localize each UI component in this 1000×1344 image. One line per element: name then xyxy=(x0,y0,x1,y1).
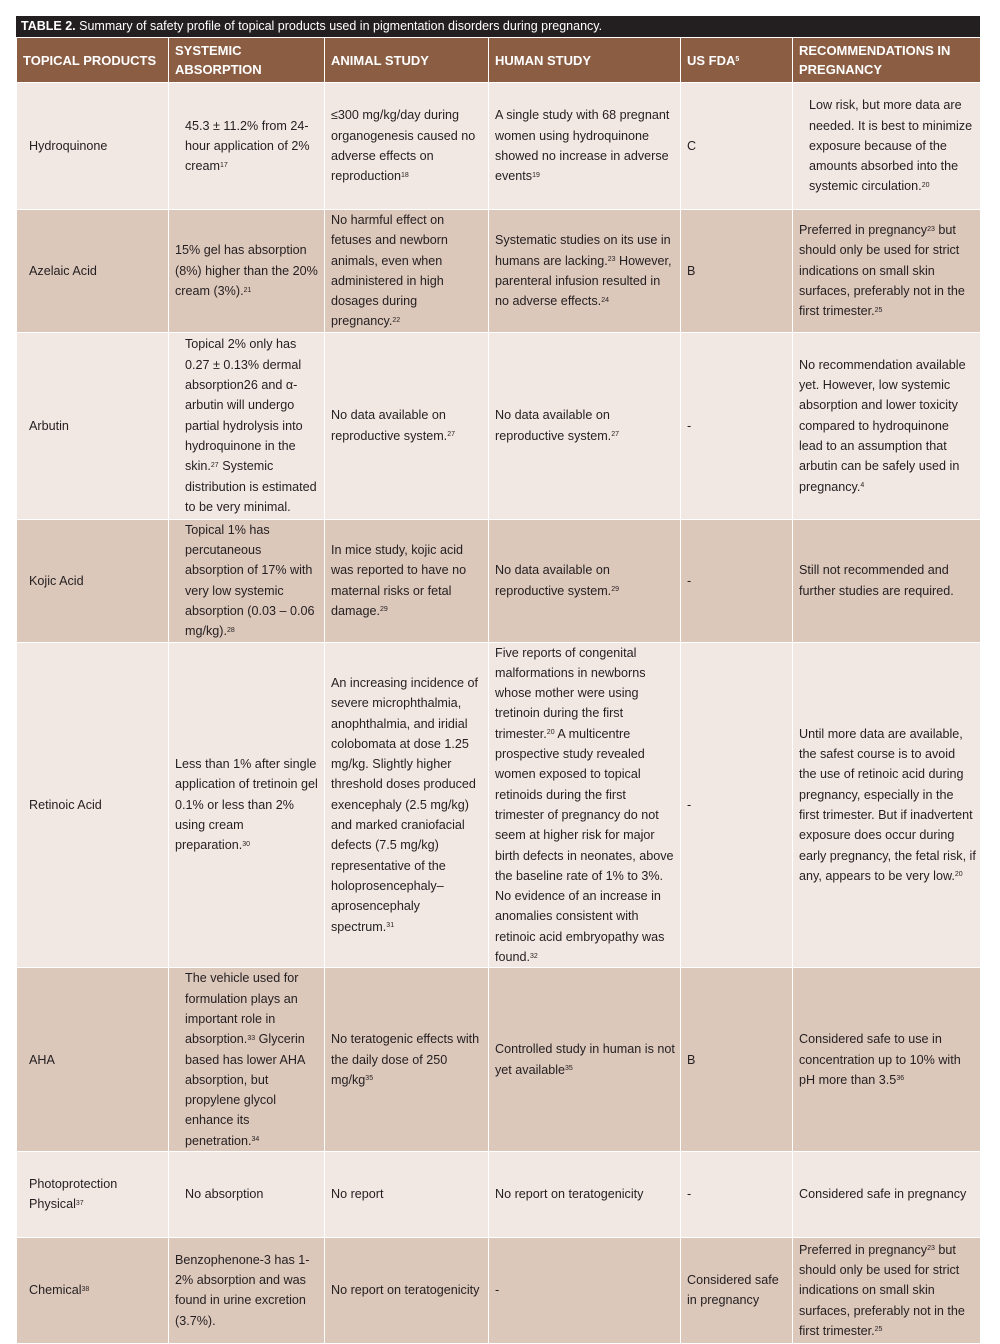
reference: 33 xyxy=(247,1034,256,1042)
cell-product: AHA xyxy=(17,968,169,1152)
table-row xyxy=(17,1237,981,1343)
reference: 24 xyxy=(601,296,609,304)
cell-human: Five reports of congenital malformations in newborns whose mother were using tretinoin during the first trimester.$^{20}$ A multicentre prospective study revealed women exposed to topical retinoids during the first trimester of pregnancy do not seem at higher risk for major birth defects in neonates, above the baseline rate of 1% to 3%. No evidence of an increase in anomalies consistent with retinoic acid embryopathy was found.$^{32}$ xyxy=(489,642,681,968)
reference: 23 xyxy=(927,1245,935,1253)
reference: 25 xyxy=(874,306,883,314)
header-animal-study: ANIMAL STUDY xyxy=(325,38,489,83)
table-row xyxy=(17,332,981,519)
table-row xyxy=(17,642,981,968)
cell-absorption: 45.3 ± 11.2% from 24-hour application of 2% cream$^{17}$ xyxy=(169,83,325,210)
reference: 38 xyxy=(81,1285,90,1293)
reference: 20 xyxy=(954,871,963,879)
reference: 18 xyxy=(401,171,409,179)
cell-fda: - xyxy=(681,1151,793,1237)
cell-animal: No data available on reproductive system.$^{27}$ xyxy=(325,332,489,519)
header-us-fda xyxy=(681,38,793,83)
reference: 29 xyxy=(611,586,619,594)
reference: 34 xyxy=(251,1136,260,1144)
cell-recommendation: Until more data are available, the safest course is to avoid the use of retinoic acid during pregnancy, especially in the first trimester. But if inadvertent exposure does occur during early pregnancy, the fetal risk, if any, appears to be very low.$^{20}$ xyxy=(793,642,981,968)
table-row xyxy=(17,968,981,1152)
cell-absorption: 15% gel has absorption (8%) higher than the 20% cream (3%).$^{21}$ xyxy=(169,210,325,333)
cell-human: A single study with 68 pregnant women using hydroquinone showed no increase in adverse events$^{19}$ xyxy=(489,83,681,210)
reference: 17 xyxy=(220,161,228,169)
table-caption xyxy=(16,16,980,37)
header-us-fda-label: US FDA xyxy=(687,52,736,68)
cell-product: Kojic Acid xyxy=(17,519,169,642)
header-us-fda-ref: 5 xyxy=(735,56,740,63)
cell-absorption: Benzophenone-3 has 1-2% absorption and was found in urine excretion (3.7%). xyxy=(169,1237,325,1343)
cell-animal: No report on teratogenicity xyxy=(325,1237,489,1343)
header-topical-products: TOPICAL PRODUCTS xyxy=(17,38,169,83)
cell-absorption: Topical 2% only has 0.27 ± 0.13% dermal absorption26 and α-arbutin will undergo partial hydrolysis into hydroquinone in the skin.$^{27}$ Systemic distribution is estimated to be very minimal. xyxy=(169,332,325,519)
reference: 20 xyxy=(921,181,930,189)
cell-recommendation: No recommendation available yet. However, low systemic absorption and lower toxicity compared to hydroquinone lead to an assumption that arbutin can be safely used in pregnancy.$^4$ xyxy=(793,332,981,519)
caption-label: TABLE 2. xyxy=(21,19,76,33)
cell-absorption: Less than 1% after single application of tretinoin gel 0.1% or less than 2% using cream preparation.$^{30}$ xyxy=(169,642,325,968)
cell-fda: B xyxy=(681,210,793,333)
reference: 21 xyxy=(243,286,252,294)
cell-recommendation: Considered safe to use in concentration up to 10% with pH more than $3.5^{36}$ xyxy=(793,968,981,1152)
cell-product: Retinoic Acid xyxy=(17,642,169,968)
cell-product: Photoprotection Physical$^{37}$ xyxy=(17,1151,169,1237)
reference: 35 xyxy=(565,1065,573,1073)
reference: 22 xyxy=(392,316,401,324)
cell-fda: - xyxy=(681,642,793,968)
cell-human: Controlled study in human is not yet available$^{35}$ xyxy=(489,968,681,1152)
cell-recommendation: Considered safe in pregnancy xyxy=(793,1151,981,1237)
safety-profile-table xyxy=(16,37,981,1344)
header-systemic-absorption: SYSTEMIC ABSORPTION xyxy=(169,38,325,83)
reference: 27 xyxy=(447,431,455,439)
cell-product: Hydroquinone xyxy=(17,83,169,210)
cell-recommendation: Preferred in pregnancy$^{23}$ but should only be used for strict indications on small skin surfaces, preferably not in the first trimester.$^{25}$ xyxy=(793,1237,981,1343)
cell-animal: An increasing incidence of severe microphthalmia, anophthalmia, and iridial colobomata at dose 1.25 mg/kg. Slightly higher threshold doses produced exencephaly (2.5 mg/kg) and marked craniofacial defects (7.5 mg/kg) representative of the holoprosencephaly–aprosencephaly spectrum.$^{31}$ xyxy=(325,642,489,968)
reference: 25 xyxy=(874,1326,883,1334)
cell-recommendation: Low risk, but more data are needed. It is best to minimize exposure because of the amounts absorbed into the systemic circulation.$^{20}$ xyxy=(793,83,981,210)
table-row xyxy=(17,83,981,210)
reference: 29 xyxy=(380,606,388,614)
cell-fda: Considered safe in pregnancy xyxy=(681,1237,793,1343)
reference: 32 xyxy=(530,952,538,960)
cell-human: Systematic studies on its use in humans are lacking.$^{23}$ However, parenteral infusion resulted in no adverse effects.$^{24}$ xyxy=(489,210,681,333)
cell-fda: B xyxy=(681,968,793,1152)
reference: 35 xyxy=(365,1075,374,1083)
cell-fda: - xyxy=(681,332,793,519)
reference: 28 xyxy=(227,626,235,634)
cell-animal: No harmful effect on fetuses and newborn animals, even when administered in high dosages during pregnancy.$^{22}$ xyxy=(325,210,489,333)
reference: 30 xyxy=(242,840,251,848)
reference: 4 xyxy=(860,482,865,490)
reference: 23 xyxy=(607,256,616,264)
cell-fda: C xyxy=(681,83,793,210)
reference: 23 xyxy=(927,225,935,233)
cell-recommendation: Preferred in pregnancy$^{23}$ but should only be used for strict indications on small skin surfaces, preferably not in the first trimester.$^{25}$ xyxy=(793,210,981,333)
cell-absorption: No absorption xyxy=(169,1151,325,1237)
caption-text: Summary of safety profile of topical products used in pigmentation disorders during pregnancy. xyxy=(75,19,603,33)
reference: 27 xyxy=(611,431,619,439)
cell-product: Chemical$^{38}$ xyxy=(17,1237,169,1343)
reference: 19 xyxy=(532,171,540,179)
cell-fda: - xyxy=(681,519,793,642)
reference: 36 xyxy=(896,1075,905,1083)
cell-animal: No report xyxy=(325,1151,489,1237)
cell-animal: No teratogenic effects with the daily dose of 250 $mg/kg^{35}$ xyxy=(325,968,489,1152)
header-human-study: HUMAN STUDY xyxy=(489,38,681,83)
cell-product: Azelaic Acid xyxy=(17,210,169,333)
cell-recommendation: Still not recommended and further studies are required. xyxy=(793,519,981,642)
cell-absorption: The vehicle used for formulation plays an important role in absorption.$^{33}$ Glycerin based has lower AHA absorption, but propylene glycol enhance its penetration.$^{34}$ xyxy=(169,968,325,1152)
reference: 20 xyxy=(546,729,555,737)
cell-animal: ≤300 mg/kg/day during organogenesis caused no adverse effects on reproduction$^{18}$ xyxy=(325,83,489,210)
table-row xyxy=(17,519,981,642)
table-row xyxy=(17,210,981,333)
reference: 37 xyxy=(75,1199,84,1207)
cell-absorption: Topical 1% has percutaneous absorption of 17% with very low systemic absorption (0.03 – 0.06 mg/kg).$^{28}$ xyxy=(169,519,325,642)
reference: 27 xyxy=(210,461,219,469)
cell-product: Arbutin xyxy=(17,332,169,519)
reference: 31 xyxy=(386,922,395,930)
table-container xyxy=(16,16,980,1344)
cell-human: No data available on reproductive system.$^{29}$ xyxy=(489,519,681,642)
cell-human: No data available on reproductive system.$^{27}$ xyxy=(489,332,681,519)
cell-human: - xyxy=(489,1237,681,1343)
cell-human: No report on teratogenicity xyxy=(489,1151,681,1237)
cell-animal: In mice study, kojic acid was reported to have no maternal risks or fetal damage.$^{29}$ xyxy=(325,519,489,642)
header-row xyxy=(17,38,981,83)
header-recommendations: RECOMMENDATIONS IN PREGNANCY xyxy=(793,38,981,83)
table-row xyxy=(17,1151,981,1237)
